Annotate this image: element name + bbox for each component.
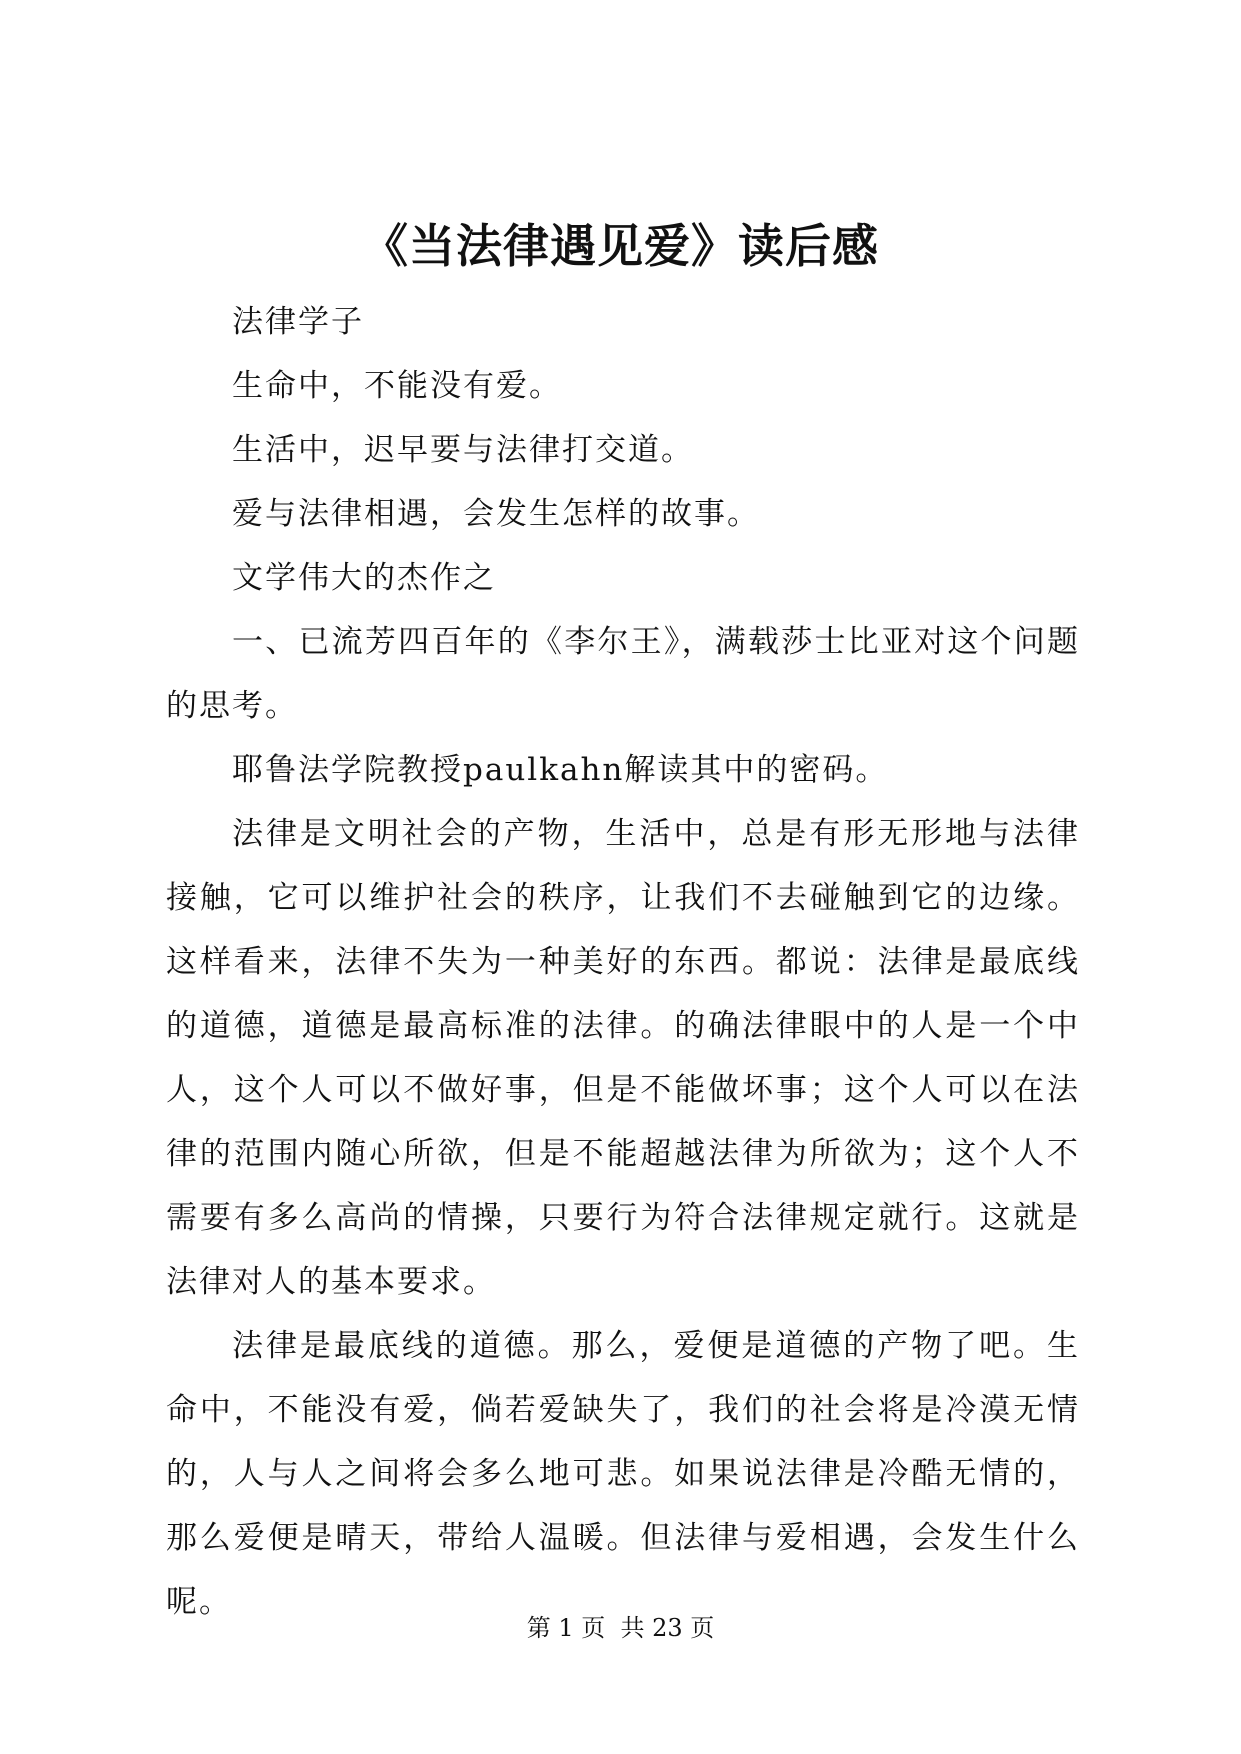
document-title: 《当法律遇见爱》读后感 bbox=[362, 219, 879, 273]
paragraph: 法律是文明社会的产物，生活中，总是有形无形地与法律接触，它可以维护社会的秩序，让我们不去碰触到它的边缘。这样看来，法律不失为一种美好的东西。都说：法律是最底线的道德，道德是最高标准的法律。的确法律眼中的人是一个中人，这个人可以不做好事，但是不能做坏事；这个人可以在法律的范围内随心所欲，但是不能超越法律为所欲为；这个人不需要有多么高尚的情操，只要行为符合法律规定就行。这就是法律对人的基本要求。 bbox=[166, 816, 1080, 1300]
paragraph: 法律学子 bbox=[232, 304, 364, 340]
document-body bbox=[166, 290, 1080, 1634]
page-number: 第 1 页 共 23 页 bbox=[526, 1614, 715, 1642]
paragraph: 爱与法律相遇，会发生怎样的故事。 bbox=[232, 496, 760, 532]
paragraph: 文学伟大的杰作之 bbox=[232, 560, 496, 596]
paragraph: 生命中，不能没有爱。 bbox=[232, 368, 562, 404]
page-footer bbox=[0, 1612, 1241, 1644]
paragraph: 生活中，迟早要与法律打交道。 bbox=[232, 432, 694, 468]
paragraph: 一、已流芳四百年的《李尔王》，满载莎士比亚对这个问题的思考。 bbox=[166, 624, 1080, 724]
paragraph: 法律是最底线的道德。那么，爱便是道德的产物了吧。生命中，不能没有爱，倘若爱缺失了，我们的社会将是冷漠无情的，人与人之间将会多么地可悲。如果说法律是冷酷无情的，那么爱便是晴天，带给人温暖。但法律与爱相遇，会发生什么呢。 bbox=[166, 1328, 1080, 1620]
paragraph: 耶鲁法学院教授paulkahn解读其中的密码。 bbox=[232, 752, 889, 788]
